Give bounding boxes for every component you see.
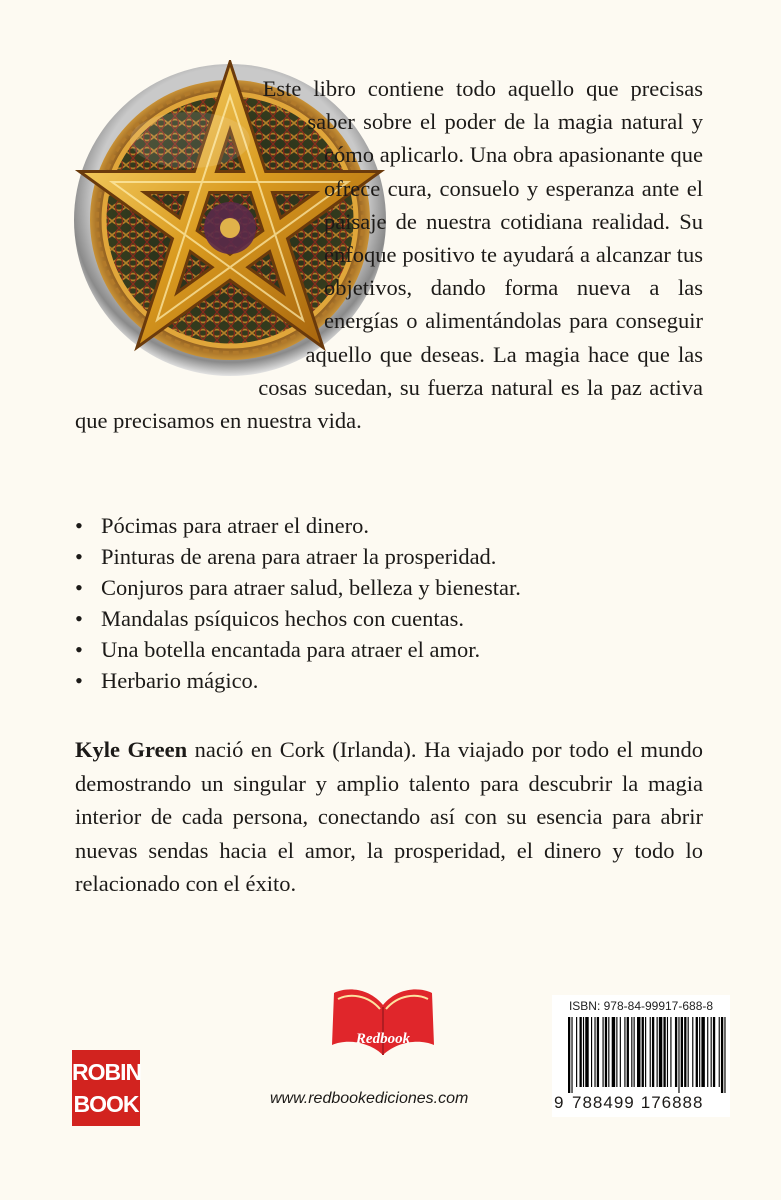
barcode-bar (603, 1017, 604, 1087)
barcode-bar (576, 1017, 577, 1087)
barcode-bar (675, 1017, 677, 1087)
redbook-logo-text: Redbook (355, 1031, 411, 1047)
barcode-bar (663, 1017, 665, 1087)
barcode-bar (650, 1017, 651, 1087)
barcode-bar (652, 1017, 654, 1087)
list-item: • Herbario mágico. (75, 665, 705, 696)
barcode-bar (637, 1017, 640, 1087)
intro-text: Este libro contiene todo aquello que precisas saber sobre el poder de la magia natural y cómo aplicarlo. Una obra apasionante que ofrece cura, consuelo y esperanza ante el paisaje de nuestra cotidiana realidad. Su enfoque positivo te ayudará a alcanzar tus objetivos, dando forma nueva a las energías o alimentándolas para conseguir aquello que deseas. La magia hace que las cosas sucedan, su fuerza natural es la paz activa que precisamos en nuestra vida. (75, 76, 703, 434)
barcode-bar (612, 1017, 615, 1087)
barcode-bar (711, 1017, 712, 1087)
intro-paragraph (75, 72, 703, 437)
barcode-bar (688, 1017, 689, 1087)
robin-book-line2: BOOK (73, 1091, 139, 1117)
barcode-bar (681, 1017, 683, 1087)
barcode-bar (678, 1017, 679, 1093)
author-bio-text: nació en Cork (Irlanda). Ha viajado por todo el mundo demostrando un singular y amplio talento para descubrir la magia interior de cada persona, conectando así con su esencia para abrir nuevas sendas hacia el amor, la prosperidad, el dinero y todo lo relacionado con el éxito. (75, 737, 703, 896)
robin-book-line1: ROBIN (72, 1059, 142, 1085)
barcode-bar (657, 1017, 658, 1087)
barcode-digits-group2: 176888 (640, 1093, 704, 1112)
barcode-bar (594, 1017, 595, 1087)
barcode-bar (724, 1017, 725, 1093)
open-book-icon (328, 985, 438, 1075)
barcode-bar (585, 1017, 588, 1087)
barcode-digit-first: 9 (554, 1093, 565, 1112)
barcode-bar (605, 1017, 607, 1087)
list-item: • Pócimas para atraer el dinero. (75, 510, 705, 541)
barcode-bar (721, 1017, 723, 1093)
feature-list (75, 510, 705, 696)
barcode-bar (580, 1017, 582, 1087)
barcode-bar (631, 1017, 632, 1087)
barcode-bar (719, 1017, 720, 1087)
barcode-bar (699, 1017, 700, 1087)
barcode-bar (616, 1017, 617, 1087)
barcode-bar (571, 1017, 572, 1093)
barcode (552, 995, 730, 1117)
barcode-bar (670, 1017, 671, 1087)
list-item: • Conjuros para atraer salud, belleza y bienestar. (75, 572, 705, 603)
barcode-bar (591, 1017, 592, 1087)
barcode-bar (684, 1017, 686, 1087)
robin-book-logo (72, 1050, 140, 1126)
barcode-bar (713, 1017, 715, 1087)
barcode-bar (642, 1017, 644, 1087)
barcode-bar (659, 1017, 662, 1087)
barcode-bar (597, 1017, 599, 1087)
barcode-digits (552, 1093, 730, 1113)
barcode-bar (645, 1017, 646, 1087)
barcode-bar (701, 1017, 704, 1087)
author-bio (75, 733, 703, 901)
list-item: • Mandalas psíquicos hechos con cuentas. (75, 603, 705, 634)
author-name: Kyle Green (75, 737, 188, 762)
emblem-wrap-spacer (62, 52, 324, 402)
barcode-bar (624, 1017, 625, 1087)
barcode-bar (620, 1017, 621, 1087)
barcode-bar (707, 1017, 708, 1087)
barcode-bars (552, 1017, 730, 1093)
barcode-bar (696, 1017, 698, 1087)
barcode-bar (583, 1017, 584, 1087)
barcode-bar (634, 1017, 635, 1087)
barcode-digits-group1: 788499 (572, 1093, 635, 1112)
list-item: • Una botella encantada para atraer el amor. (75, 634, 705, 665)
barcode-bar (692, 1017, 693, 1087)
barcode-bar (568, 1017, 570, 1093)
website-link[interactable]: www.redbookediciones.com (270, 1090, 469, 1107)
isbn-label: ISBN: 978-84-99917-688-8 (568, 999, 714, 1013)
barcode-bar (627, 1017, 629, 1087)
barcode-bar (667, 1017, 668, 1087)
list-item: • Pinturas de arena para atraer la prosperidad. (75, 541, 705, 572)
barcode-bar (608, 1017, 609, 1087)
